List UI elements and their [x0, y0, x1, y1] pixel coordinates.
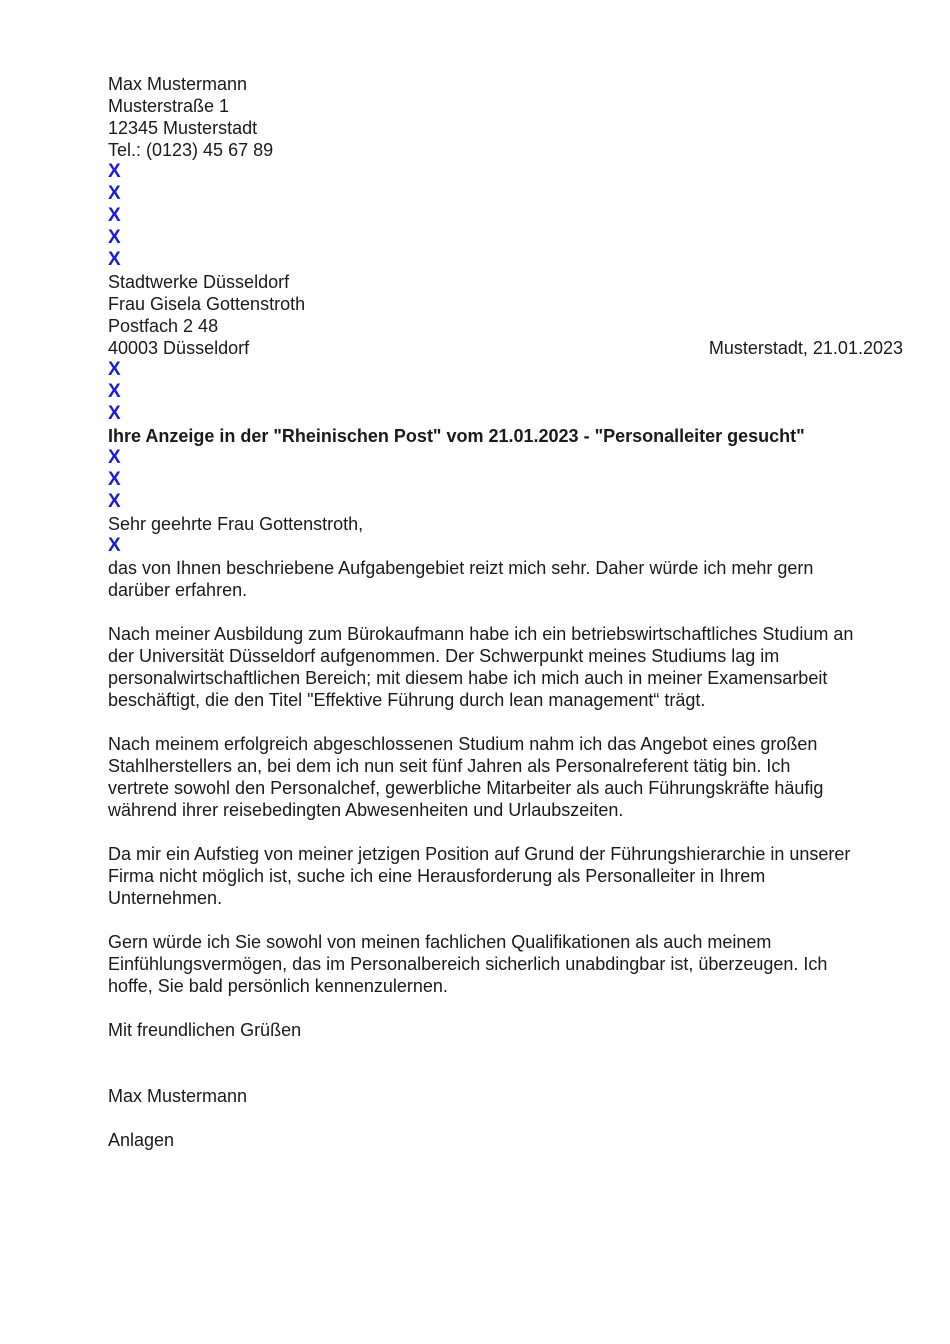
sender-phone: Tel.: (0123) 45 67 89 — [108, 140, 274, 160]
placeholder-mark: X — [108, 469, 121, 490]
recipient-company: Stadtwerke Düsseldorf — [108, 272, 290, 292]
placeholder-mark: X — [108, 161, 121, 182]
placeholder-mark: X — [108, 403, 121, 424]
sender-name: Max Mustermann — [108, 74, 248, 94]
placeholder-mark: X — [108, 249, 121, 270]
placeholder-mark: X — [108, 491, 121, 512]
letter-body — [108, 557, 903, 997]
recipient-city: 40003 Düsseldorf — [108, 338, 250, 358]
placeholder-mark: X — [108, 227, 121, 248]
placeholder-mark: X — [108, 359, 121, 380]
sender-block — [108, 73, 903, 161]
recipient-po-box: Postfach 2 48 — [108, 316, 219, 336]
body-paragraph: Gern würde ich Sie sowohl von meinen fachlichen Qualifikationen als auch meinem Einfühlungsvermögen, das im Personalbereich sicherlich unabdingbar ist, überzeugen. Ich hoffe, Sie bald persönlich kennenzulernen. — [108, 932, 828, 996]
body-paragraph: Da mir ein Aufstieg von meiner jetzigen Position auf Grund der Führungshierarchie in unserer Firma nicht möglich ist, suche ich eine Herausforderung als Personalleiter in Ihrem Unternehmen. — [108, 844, 851, 908]
subject-line: Ihre Anzeige in der "Rheinischen Post" vom 21.01.2023 - "Personalleiter gesucht" — [108, 426, 805, 446]
body-paragraph: Nach meiner Ausbildung zum Bürokaufmann habe ich ein betriebswirtschaftliches Studium an der Universität Düsseldorf aufgenommen. Der Schwerpunkt meines Studiums lag im personalwirtschaftlichen Bereich; mit diesem habe ich mich auch in meiner Examensarbeit beschäftigt, die den Titel "Effektive Führung durch lean management“ trägt. — [108, 624, 854, 710]
letter-page — [108, 73, 903, 1151]
attachments-note: Anlagen — [108, 1130, 175, 1150]
placeholder-mark: X — [108, 183, 121, 204]
recipient-person: Frau Gisela Gottenstroth — [108, 294, 306, 314]
recipient-block — [108, 271, 903, 359]
date-line: Musterstadt, 21.01.2023 — [708, 338, 903, 358]
sender-city: 12345 Musterstadt — [108, 118, 258, 138]
placeholder-mark: X — [108, 381, 121, 402]
sender-street: Musterstraße 1 — [108, 96, 230, 116]
body-paragraph: das von Ihnen beschriebene Aufgabengebiet reizt mich sehr. Daher würde ich mehr gern darüber erfahren. — [108, 558, 814, 600]
body-paragraph: Nach meinem erfolgreich abgeschlossenen Studium nahm ich das Angebot eines großen Stahlherstellers an, bei dem ich nun seit fünf Jahren als Personalreferent tätig bin. Ich vertrete sowohl den Personalchef, gewerbliche Mitarbeiter als auch Führungskräfte häufig während ihrer reisebedingten Abwesenheiten und Urlaubszeiten. — [108, 734, 824, 820]
recipient-city-date-row — [108, 337, 903, 359]
placeholder-mark: X — [108, 205, 121, 226]
signature-name: Max Mustermann — [108, 1086, 248, 1106]
salutation: Sehr geehrte Frau Gottenstroth, — [108, 514, 364, 534]
closing-line: Mit freundlichen Grüßen — [108, 1020, 302, 1040]
placeholder-mark: X — [108, 447, 121, 468]
placeholder-mark: X — [108, 535, 121, 556]
